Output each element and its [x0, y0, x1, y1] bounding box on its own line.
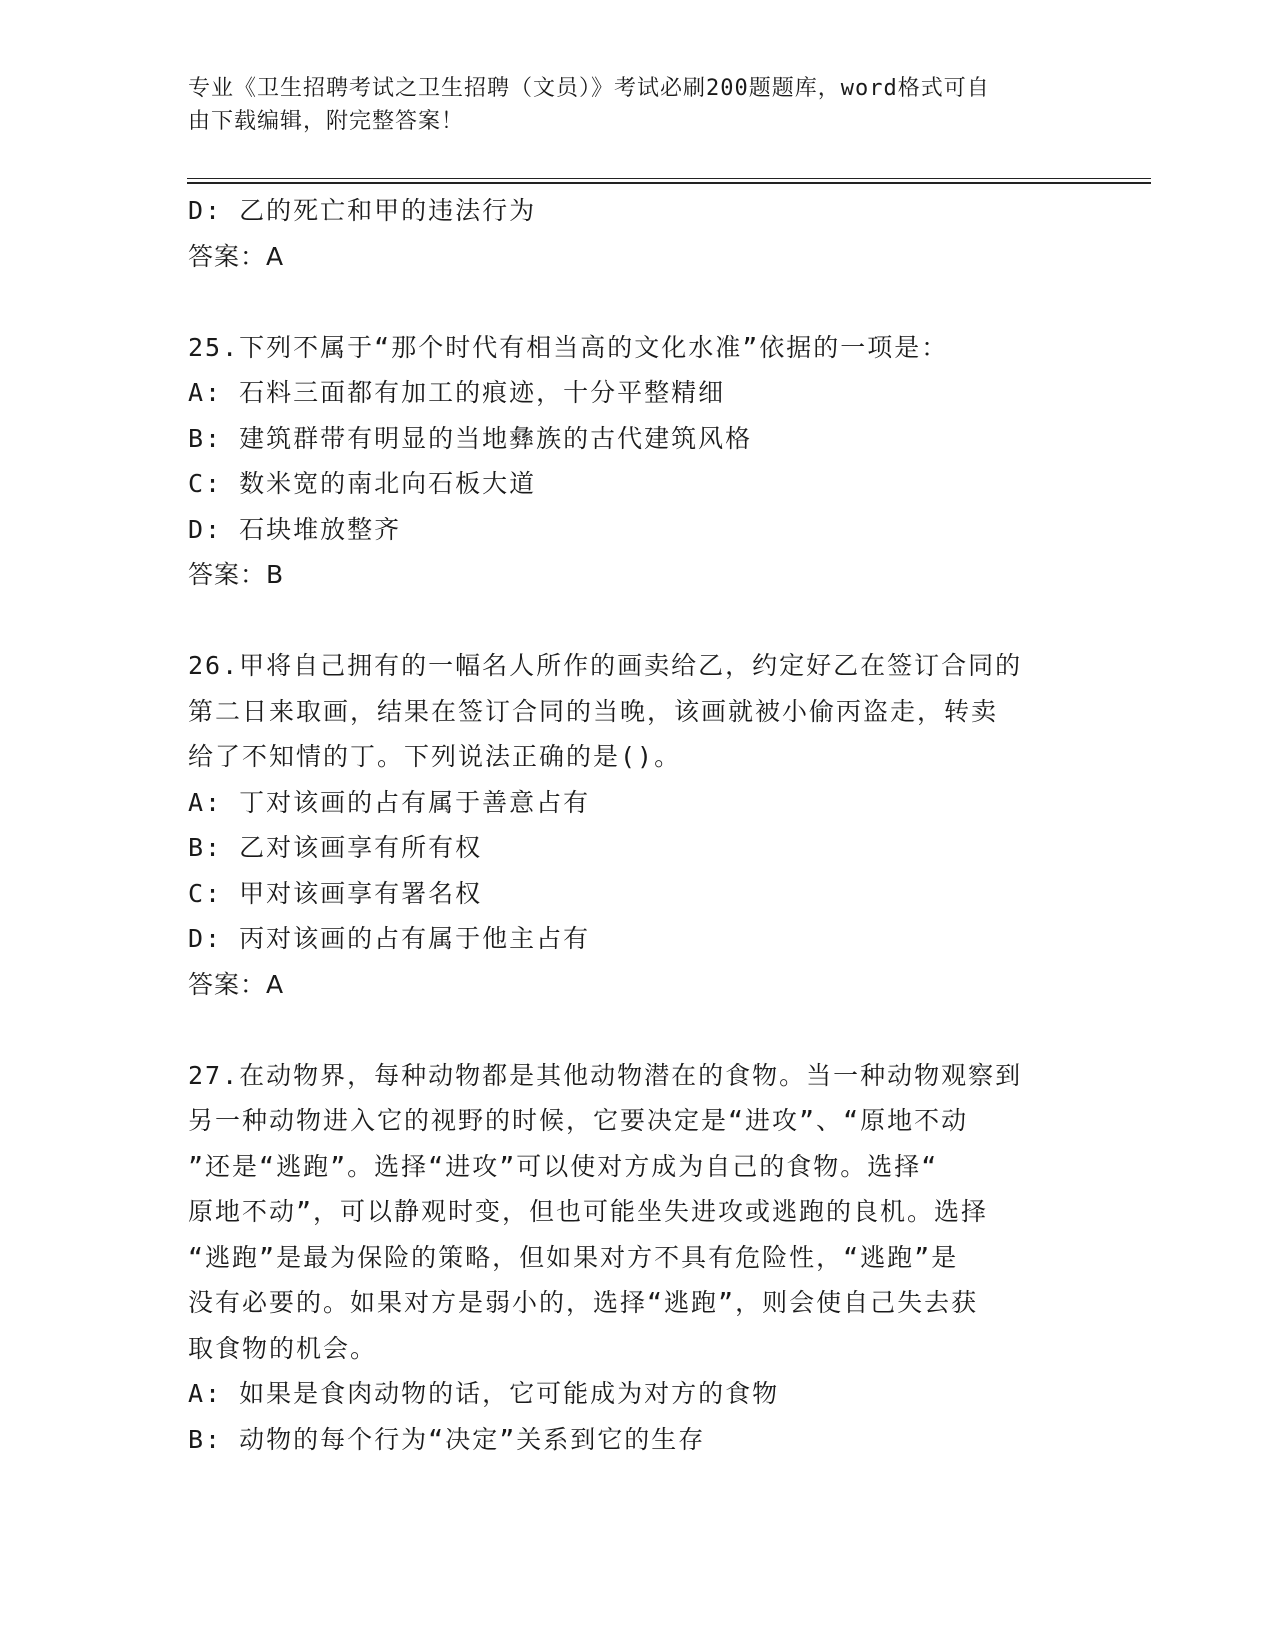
spacer: [188, 598, 1088, 644]
header-title-line-1: 专业《卫生招聘考试之卫生招聘（文员）》考试必刷200题题库，word格式可自: [188, 76, 990, 101]
question-stem-line: 26.甲将自己拥有的一幅名人所作的画卖给乙，约定好乙在签订合同的: [188, 651, 1023, 680]
option-c: C: 甲对该画享有署名权: [188, 878, 483, 908]
question-25: [188, 325, 1088, 598]
question-27: [188, 1053, 1088, 1463]
option-a: A: 如果是食肉动物的话，它可能成为对方的食物: [188, 1379, 780, 1408]
question-stem-line: 没有必要的。如果对方是弱小的，选择“逃跑”，则会使自己失去获: [188, 1288, 979, 1317]
document-body: [188, 188, 1088, 1462]
option-b: B: 建筑群带有明显的当地彝族的古代建筑风格: [188, 423, 753, 453]
option-d: D: 丙对该画的占有属于他主占有: [188, 924, 591, 953]
option-d: D: 乙的死亡和甲的违法行为: [188, 196, 537, 225]
option-b: B: 乙对该画享有所有权: [188, 833, 483, 862]
spacer: [188, 279, 1088, 325]
question-stem: 25.下列不属于“那个时代有相当高的文化水准”依据的一项是：: [188, 332, 949, 362]
answer-line: 答案：A: [188, 969, 285, 999]
question-stem-line: 给了不知情的丁。下列说法正确的是()。: [188, 742, 682, 771]
question-stem-line: 取食物的机会。: [188, 1333, 378, 1363]
option-a: A: 石料三面都有加工的痕迹，十分平整精细: [188, 378, 726, 407]
option-b: B: 动物的每个行为“决定”关系到它的生存: [188, 1424, 706, 1454]
header-divider: [187, 178, 1151, 184]
question-stem-line: 27.在动物界，每种动物都是其他动物潜在的食物。当一种动物观察到: [188, 1060, 1023, 1090]
document-header: [188, 72, 1068, 138]
question-26: [188, 643, 1088, 1007]
question-stem-line: ”还是“逃跑”。选择“进攻”可以使对方成为自己的食物。选择“: [188, 1151, 939, 1181]
question-stem-line: 另一种动物进入它的视野的时候，它要决定是“进攻”、“原地不动: [188, 1106, 969, 1135]
option-c: C: 数米宽的南北向石板大道: [188, 469, 537, 498]
answer-line: 答案：A: [188, 241, 285, 271]
answer-line: 答案：B: [188, 560, 285, 589]
header-title-line-2: 由下载编辑，附完整答案！: [188, 109, 465, 134]
spacer: [188, 1007, 1088, 1053]
question-24-tail: [188, 188, 1088, 279]
question-stem-line: “逃跑”是最为保险的策略，但如果对方不具有危险性，“逃跑”是: [188, 1242, 959, 1272]
question-stem-line: 第二日来取画，结果在签订合同的当晚，该画就被小偷丙盗走，转卖: [188, 696, 999, 726]
option-d: D: 石块堆放整齐: [188, 514, 402, 544]
option-a: A: 丁对该画的占有属于善意占有: [188, 787, 591, 817]
question-stem-line: 原地不动”，可以静观时变，但也可能坐失进攻或逃跑的良机。选择: [188, 1197, 989, 1226]
